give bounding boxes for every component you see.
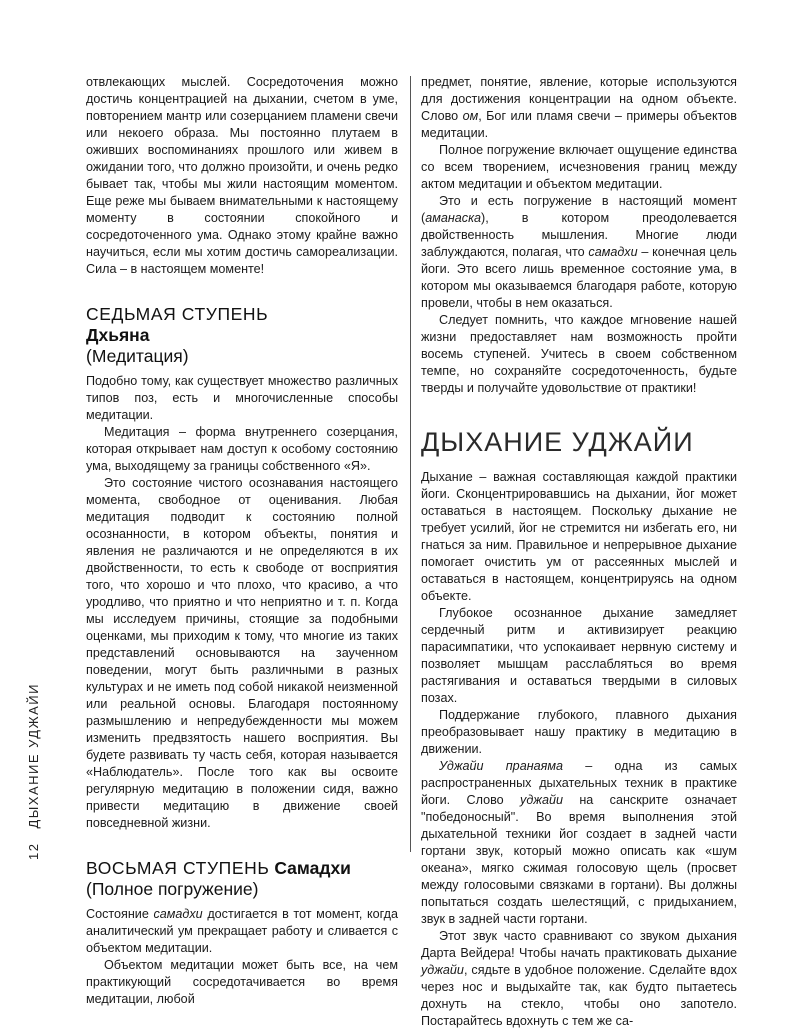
column-divider bbox=[410, 76, 411, 852]
page-number: 12 bbox=[26, 842, 41, 860]
text-run: ), в котором преодолевается двойственность мышления. Многие люди заблуждаются, полагая, что bbox=[421, 211, 737, 259]
section-paragraph-2: Глубокое осознанное дыхание замедляет сердечный ритм и активизирует реакцию парасимпатики, что успокаивает нервную систему и позволяет мышцам расслабляться во время растягивания и оставаться твердыми в силовых позах. bbox=[421, 606, 737, 705]
emphasis: самадхи bbox=[153, 907, 203, 921]
running-header-text bbox=[26, 683, 41, 860]
step8-paragraph-1 bbox=[86, 906, 398, 957]
step8-name: Самадхи bbox=[274, 858, 351, 878]
step7-name: Дхьяна bbox=[86, 325, 150, 345]
right-paragraph-3 bbox=[421, 193, 737, 312]
text-run: , Бог или пламя свечи – примеры объектов медитации. bbox=[421, 109, 737, 140]
text-run: достигается в тот момент, когда аналитический ум прекращает работу и сливается с объектом медитации. bbox=[86, 907, 398, 955]
running-title: ДЫХАНИЕ УДЖАЙИ bbox=[26, 683, 41, 829]
step7-paragraph-1: Подобно тому, как существует множество различных типов поз, есть и многочисленные способы медитации. bbox=[86, 374, 398, 422]
intro-paragraph: отвлекающих мыслей. Сосредоточения можно достичь концентрацией на дыхании, счетом в уме, повторением мантр или созерцанием пламени свечи или некоего образа. Мы постоянно плутаем в оживших воспоминаниях прошлого или живем в ожидании того, что должно произойти, и очень редко бывает так, чтобы мы жили настоящим моментом. Еще реже мы бываем внимательными к настоящему моменту в состоянии спокойного и сосредоточенного ума. Однако этому крайне важно научиться, если мы хотим достичь самореализации. Сила – в настоящем моменте! bbox=[86, 75, 398, 276]
right-paragraph-2: Полное погружение включает ощущение единства со всем творением, исчезновения границ между актом медитации и объектом медитации. bbox=[421, 143, 737, 191]
text-run: , сядьте в удобное положение. Сделайте вдох через нос и выдыхайте так, как будто пытаетесь дохнуть на стекло, чтобы оно запотело. Постарайтесь вдохнуть с тем же са- bbox=[421, 963, 737, 1028]
section-paragraph-3: Поддержание глубокого, плавного дыхания преобразовывает нашу практику в медитацию в движении. bbox=[421, 708, 737, 756]
step8-heading bbox=[86, 858, 398, 900]
text-run: предмет, понятие, явление, которые используются для достижения концентрации на одном объекте. Слово bbox=[421, 75, 737, 123]
emphasis: самадхи bbox=[588, 245, 638, 259]
section-paragraph-1: Дыхание – важная составляющая каждой практики йоги. Сконцентрировавшись на дыхании, йог может оставаться в настоящем. Поскольку дыхание не требует усилий, йог не стремится ни избегать его, ни гнаться за ним. Правильное и непрерывное дыхание помогает очистить ум от рассеянных мыслей и оставаться в настоящем, концентрируясь на одном объекте. bbox=[421, 470, 737, 603]
step8-paragraph-2: Объектом медитации может быть все, на чем практикующий сосредотачивается во время медитации, любой bbox=[86, 958, 398, 1006]
emphasis: уджайи bbox=[421, 963, 464, 977]
running-header bbox=[18, 560, 58, 860]
step7-heading bbox=[86, 304, 398, 367]
emphasis: ом bbox=[462, 109, 479, 123]
text-run: – одна из самых распространенных дыхательных техник в практике йоги. Слово bbox=[421, 759, 737, 807]
section-title: ДЫХАНИЕ УДЖАЙИ bbox=[421, 427, 694, 457]
text-run: Состояние bbox=[86, 907, 154, 921]
right-column bbox=[421, 74, 737, 1030]
emphasis: уджайи bbox=[520, 793, 563, 807]
section-paragraph-5 bbox=[421, 928, 737, 1030]
step8-title: ВОСЬМАЯ СТУПЕНЬ bbox=[86, 858, 270, 878]
step7-title: СЕДЬМАЯ СТУПЕНЬ bbox=[86, 304, 269, 324]
section-paragraph-4 bbox=[421, 758, 737, 928]
right-paragraph-1 bbox=[421, 74, 737, 142]
emphasis: Уджайи пранаяма bbox=[439, 759, 563, 773]
step7-paragraph-2: Медитация – форма внутреннего созерцания, которая открывает нам доступ к особому состоянию ума, выходящему за границы собственного «Я». bbox=[86, 425, 398, 473]
right-paragraph-4: Следует помнить, что каждое мгновение нашей жизни предоставляет нам возможность пройти восемь ступеней. Учитесь в своем собственном темпе, но сохраняйте сосредоточенность, будьте тверды и получайте удовольствие от практики! bbox=[421, 313, 737, 395]
emphasis: аманаска bbox=[425, 211, 482, 225]
step7-paragraph-3: Это состояние чистого осознавания настоящего момента, свободное от оценивания. Любая медитация подводит к состоянию полной осознанности, в котором объекты, понятия и явления не различаются и не определяются в их двойственности, то есть к свободе от восприятия того, что хорошо и что плохо, что красиво, а что уродливо, что приятно и что неприятно и т. п. Когда мы исследуем причины, стоящие за подобными оценками, мы приходим к тому, что многие из таких представлений основываются на заученном поведении, могут быть различными в разных культурах и не иметь под собой никакой неизменной или реальной основы. Благодаря постоянному размышлению и непредубежденности мы можем изменить предвзятость нашего восприятия. Вы будете развивать ту часть себя, которая называется «Наблюдатель». После того как вы освоите регулярную медитацию в положении сидя, важно привести медитацию в движение своей повседневной жизни. bbox=[86, 476, 398, 830]
text-run: Этот звук часто сравнивают со звуком дыхания Дарта Вейдера! Чтобы начать практиковать дыхание bbox=[421, 929, 737, 960]
text-run: на санскрите означает "победоносный". Во время выполнения этой дыхательной техники йог создает в задней части гортани звук, который можно описать как «шум океана», мягко сжимая голосовую щель (просвет между голосовыми связками в гортани). Вы должны попытаться создать шелестящий, с придыханием, звук в задней части гортани. bbox=[421, 793, 737, 926]
text-run: Это и есть погружение в настоящий момент ( bbox=[421, 194, 737, 225]
step8-subtitle: (Полное погружение) bbox=[86, 879, 259, 899]
left-column bbox=[86, 74, 398, 1008]
text-run: – конечная цель йоги. Это всего лишь временное состояние ума, в котором мы оказываемся благодаря работе, которую провели, чтобы в нем оказаться. bbox=[421, 245, 737, 310]
step7-subtitle: (Медитация) bbox=[86, 346, 189, 366]
